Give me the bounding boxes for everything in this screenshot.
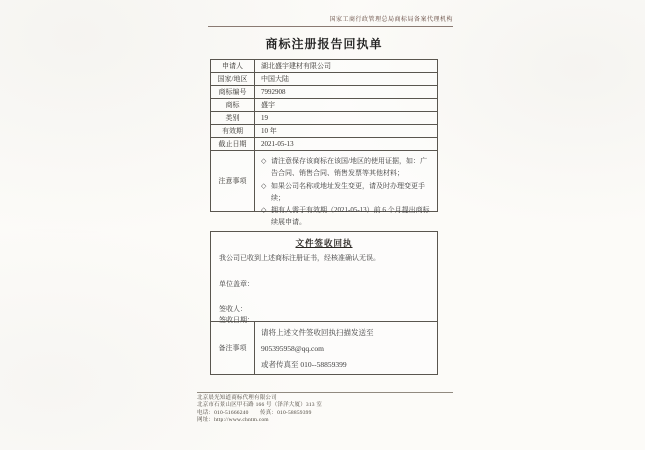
row-value: 7992908 (261, 88, 286, 96)
note-item (261, 180, 432, 205)
table-row-notes (211, 151, 437, 227)
footer-address: 北京市石景山区甲石路 166 号（泽洋大厦）313 室 (197, 402, 323, 409)
diamond-bullet-icon: ◇ (261, 157, 267, 165)
row-label: 注意事项 (211, 151, 255, 211)
receipt-table (210, 231, 438, 375)
diamond-bullet-icon: ◇ (261, 181, 267, 190)
agency-registration-note: 国家工商行政管理总局商标局备案代理机构 (208, 14, 453, 27)
remark-row (211, 322, 437, 374)
row-value: 中国大陆 (261, 75, 289, 83)
unit-stamp-label: 单位盖章： (219, 280, 254, 288)
receipt-section (211, 232, 437, 322)
signer-label: 签收人： (219, 305, 247, 313)
row-value: 19 (261, 114, 268, 122)
sign-date-label: 签收日期： (219, 316, 254, 324)
row-value: 湖北盛宇建材有限公司 (261, 62, 331, 70)
remark-line-fax: 或者传真至 010--58859399 (261, 359, 347, 369)
row-value: 2021-05-13 (261, 140, 294, 148)
trademark-info-table (210, 59, 438, 227)
diamond-bullet-icon: ◇ (261, 206, 267, 214)
table-row-trademark (211, 99, 437, 112)
table-row-country (211, 73, 437, 86)
table-row-deadline (211, 138, 437, 151)
row-label: 申请人 (211, 60, 255, 72)
note-item (261, 204, 432, 229)
note-text: 如果公司名称或地址发生变更，请及时办理变更手续； (271, 181, 425, 202)
row-label: 类别 (211, 112, 255, 124)
footer-phone-fax: 电话：010-51666240 传真：010-58859399 (197, 409, 312, 416)
receipt-confirmation: 我公司已收到上述商标注册证书，经核准确认无误。 (219, 254, 380, 262)
row-value: 盛宇 (261, 101, 275, 109)
footer-website: 网址：http://www.chntm.com (197, 416, 269, 423)
table-row-class (211, 112, 437, 125)
table-row-applicant (211, 60, 437, 73)
row-value: 10 年 (261, 127, 277, 135)
remark-label: 备注事项 (211, 322, 255, 374)
row-label: 商标 (211, 99, 255, 111)
footer-company: 北京晨光知道商标代理有限公司 (197, 395, 277, 401)
note-text: 拥有人需于有效期（2021-05-13）前 6 个月提出商标续展申请。 (271, 206, 430, 227)
remark-text (255, 322, 437, 374)
receipt-title: 文件签收回执 (295, 238, 353, 248)
notes-list (255, 151, 437, 227)
row-label: 有效期 (211, 125, 255, 137)
table-row-trademark-number (211, 86, 437, 99)
row-label: 国家/地区 (211, 73, 255, 85)
row-label: 截止日期 (211, 138, 255, 150)
remark-line-email: 请将上述文件签收回执扫描发送至 905395958@qq.com (261, 328, 374, 353)
table-row-validity (211, 125, 437, 138)
note-text: 请注意保存该商标在该国/地区的使用证据，如：广告合同、销售合同、销售发票等其他材料； (271, 157, 427, 178)
footer-agency-info (197, 392, 453, 424)
document-title: 商标注册报告回执单 (265, 37, 383, 51)
note-item (261, 155, 432, 180)
row-label: 商标编号 (211, 86, 255, 98)
